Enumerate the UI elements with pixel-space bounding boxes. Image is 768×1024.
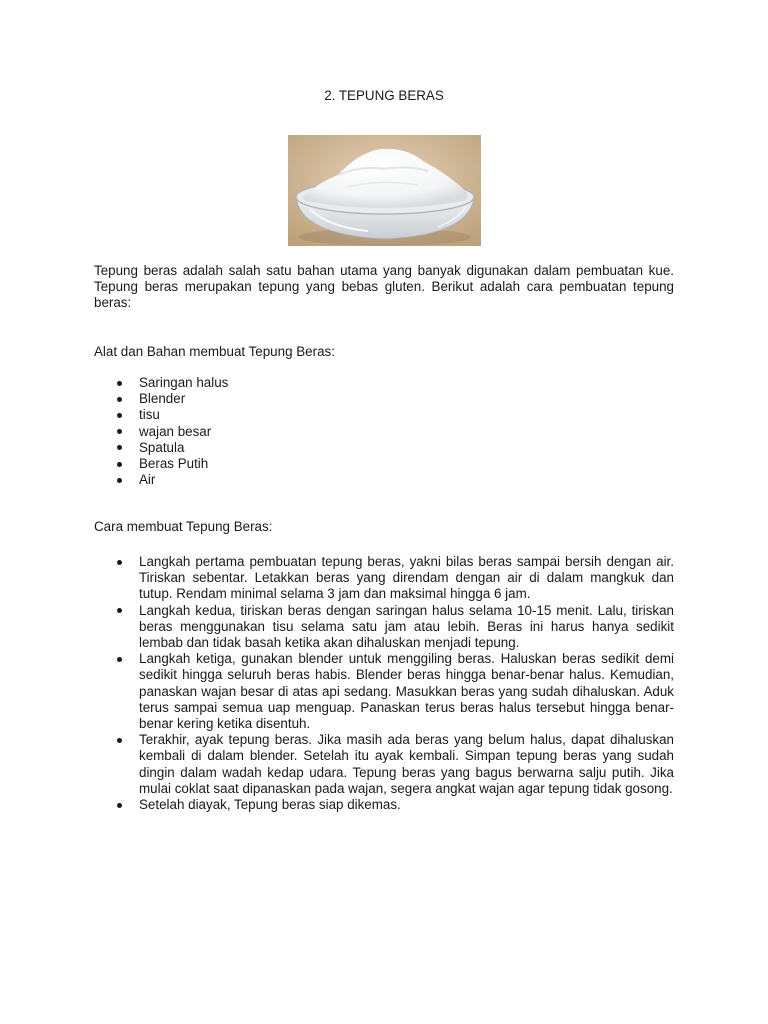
step-item [139, 797, 674, 813]
bullet-icon [117, 657, 122, 662]
list-item-text: wajan besar [139, 423, 212, 439]
list-item [139, 424, 439, 440]
step-text: Langkah ketiga, gunakan blender untuk menggiling beras. Haluskan beras sedikit demi sedikit hingga seluruh beras habis. Blender beras hingga benar-benar halus. Kemudian, panaskan wajan besar di atas api sedang. Masukkan beras yang sudah dihaluskan. Aduk terus sampai semua uap menguap. Panaskan terus beras halus tersebut hingga benar-benar kering ketika disentuh. [139, 651, 674, 732]
list-item-text: Air [139, 472, 156, 488]
bullet-icon [117, 397, 122, 402]
step-text: Terakhir, ayak tepung beras. Jika masih ada beras yang belum halus, dapat dihaluskan kembali di dalam blender. Setelah itu ayak kembali. Simpan tepung beras yang sudah dingin dalam wadah kedap udara. Tepung beras yang bagus berwarna salju putih. Jika mulai coklat saat dipanaskan pada wajan, segera angkat wajan agar tepung tidak gosong. [139, 732, 674, 796]
bullet-icon [117, 478, 122, 483]
list-item-text: tisu [139, 407, 160, 423]
tools-heading: Alat dan Bahan membuat Tepung Beras: [94, 344, 335, 359]
bullet-icon [117, 738, 122, 743]
list-item [139, 440, 439, 456]
steps-heading: Cara membuat Tepung Beras: [94, 519, 273, 534]
bullet-icon [117, 429, 122, 434]
tools-list [139, 375, 439, 488]
step-item [139, 554, 674, 603]
intro-paragraph: Tepung beras adalah salah satu bahan utama yang banyak digunakan dalam pembuatan kue. Tepung beras merupakan tepung yang bebas gluten. Berikut adalah cara pembuatan tepung beras: [94, 263, 674, 311]
list-item [139, 375, 439, 391]
list-item-text: Blender [139, 391, 186, 407]
step-item [139, 732, 674, 797]
bullet-icon [117, 803, 122, 808]
step-item [139, 651, 674, 732]
list-item-text: Saringan halus [139, 375, 229, 390]
bullet-icon [117, 413, 122, 418]
bullet-icon [117, 462, 122, 467]
list-item-text: Beras Putih [139, 456, 209, 472]
page-title: 2. TEPUNG BERAS [324, 88, 444, 103]
step-text: Setelah diayak, Tepung beras siap dikemas. [139, 797, 401, 813]
step-text: Langkah kedua, tiriskan beras dengan saringan halus selama 10-15 menit. Lalu, tiriskan beras menggunakan tisu selama satu jam atau lebih. Beras ini harus hanya sedikit lembab dan tidak basah ketika akan dihaluskan menjadi tepung. [139, 602, 674, 651]
rice-flour-bowl-photo [288, 135, 481, 246]
steps-list [139, 554, 674, 813]
bullet-icon [117, 381, 122, 386]
bullet-icon [117, 608, 122, 613]
bullet-icon [117, 560, 122, 565]
list-item-text: Spatula [139, 439, 185, 455]
step-item [139, 603, 674, 652]
list-item [139, 407, 439, 423]
list-item [139, 391, 439, 407]
step-text: Langkah pertama pembuatan tepung beras, yakni bilas beras sampai bersih dengan air. Tiriskan sebentar. Letakkan beras yang direndam dengan air di dalam mangkuk dan tutup. Rendam minimal selama 3 jam dan maksimal hingga 6 jam. [139, 554, 674, 602]
list-item [139, 472, 439, 488]
bullet-icon [117, 445, 122, 450]
list-item [139, 456, 439, 472]
